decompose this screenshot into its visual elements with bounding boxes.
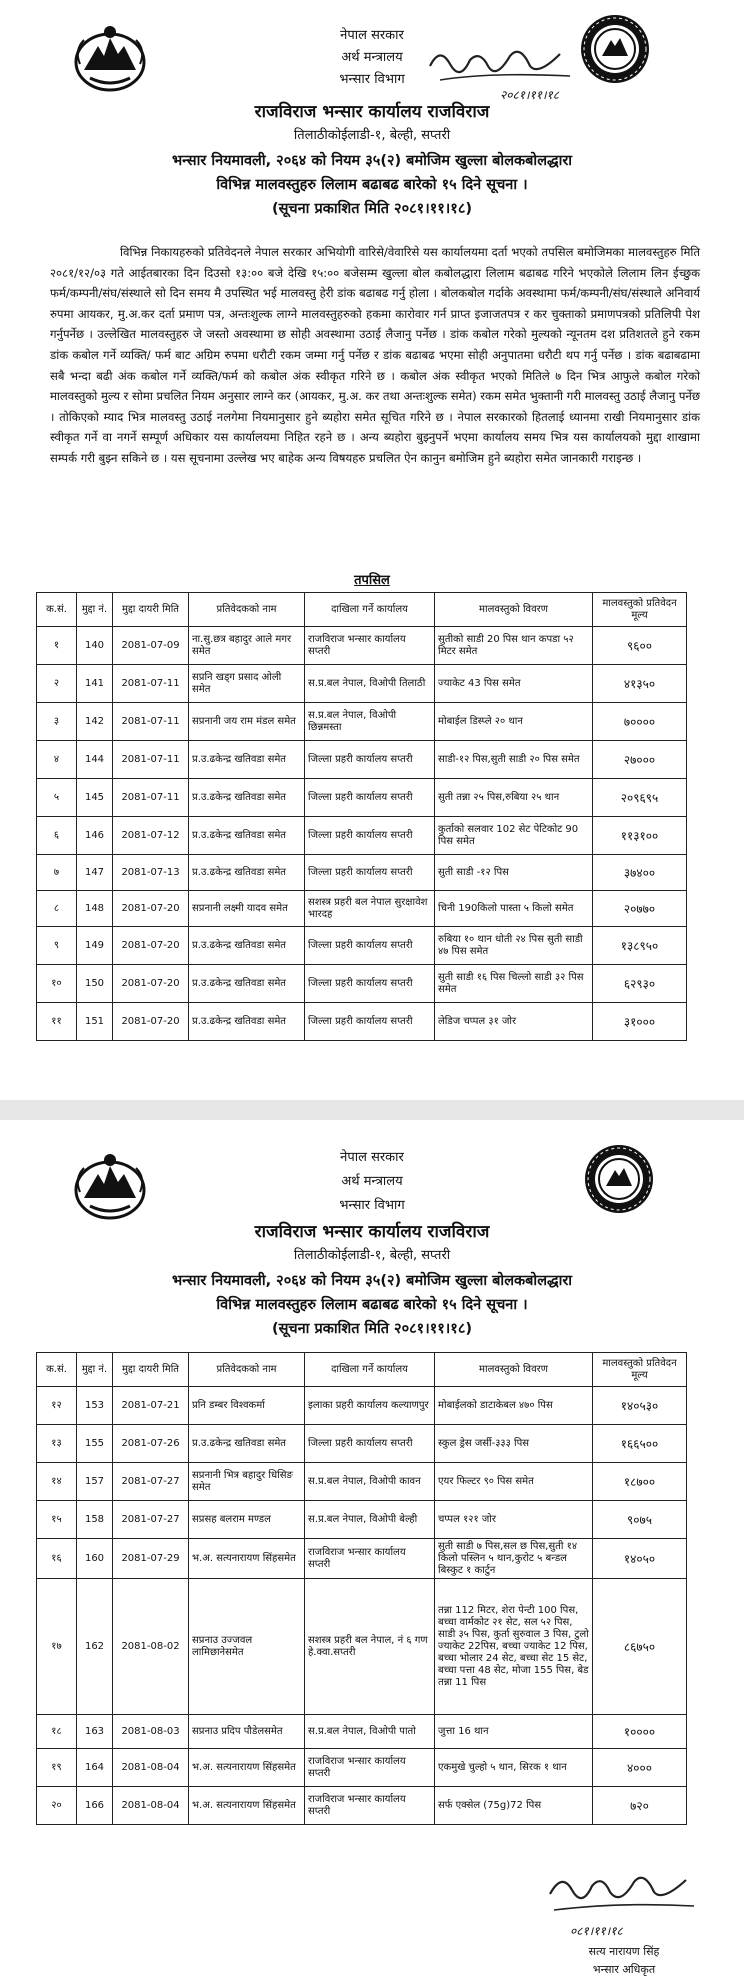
table-row xyxy=(37,1501,687,1539)
cell-serial: १८ xyxy=(37,1715,77,1749)
cell-serial: ६ xyxy=(37,817,77,855)
cell-reporter: प्र.उ.ढकेन्द्र खतिवडा समेत xyxy=(189,741,305,779)
cell-case-no: 149 xyxy=(77,927,113,965)
cell-serial: ५ xyxy=(37,779,77,817)
cell-reporter: सप्रनाउ प्रदिप पौडेलसमेत xyxy=(189,1715,305,1749)
cell-case-no: 160 xyxy=(77,1539,113,1579)
table-row xyxy=(37,1425,687,1463)
cell-office: जिल्ला प्रहरी कार्यालय सप्तरी xyxy=(305,817,435,855)
table-row xyxy=(37,1463,687,1501)
cell-serial: १७ xyxy=(37,1579,77,1715)
cell-filed-date: 2081-08-04 xyxy=(113,1749,189,1787)
ministry-heading: अर्थ मन्त्रालय xyxy=(341,1174,403,1189)
cell-serial: ४ xyxy=(37,741,77,779)
cell-filed-date: 2081-08-02 xyxy=(113,1579,189,1715)
cell-value: २०९६९५ xyxy=(593,779,687,817)
table-row xyxy=(37,927,687,965)
cell-serial: १२ xyxy=(37,1387,77,1425)
goods-table-1 xyxy=(36,592,687,1041)
cell-goods: ज्याकेट 43 पिस समेत xyxy=(435,665,593,703)
cell-case-no: 150 xyxy=(77,965,113,1003)
cell-value: १४०५० xyxy=(593,1539,687,1579)
cell-serial: १५ xyxy=(37,1501,77,1539)
cell-reporter: सप्रनानी लक्ष्मी यादव समेत xyxy=(189,891,305,927)
table-row xyxy=(37,817,687,855)
cell-office: राजविराज भन्सार कार्यालय सप्तरी xyxy=(305,1787,435,1825)
notice-published-date: (सूचना प्रकाशित मिति २०८१।११।१८) xyxy=(272,201,472,217)
cell-filed-date: 2081-08-04 xyxy=(113,1787,189,1825)
office-title: राजविराज भन्सार कार्यालय राजविराज xyxy=(254,1222,490,1242)
cell-filed-date: 2081-07-27 xyxy=(113,1501,189,1539)
notice-published-date: (सूचना प्रकाशित मिति २०८१।११।१८) xyxy=(272,1321,472,1337)
cell-case-no: 144 xyxy=(77,741,113,779)
notice-title-line1: भन्सार नियमावली, २०६४ को नियम ३५(२) बमोजिम खुल्ला बोलकबोलद्धारा xyxy=(171,1273,573,1289)
cell-office: जिल्ला प्रहरी कार्यालय सप्तरी xyxy=(305,1425,435,1463)
cell-goods: सुती साडी -१२ पिस xyxy=(435,855,593,891)
signature-date-2: ०८१।११।१८ xyxy=(570,1924,623,1938)
table-header-row xyxy=(37,1353,687,1387)
cell-goods: तन्ना 112 मिटर, शेरा पेन्टी 100 पिस, बच्चा वार्मकोट २१ सेट, सल ५२ पिस, साडी ३५ पिस, कुर्ता सुरुवाल 3 पिस, टुलो ज्याकेट 22पिस, बच्चा ज्याकेट 12 पिस, बच्चा भोलार 24 सेट, बच्चा सेट 15 सेट, बच्चा पत्ता 48 सेट, मोजा 155 पिस, बेड तन्ना 11 पिस xyxy=(435,1579,593,1715)
cell-office: जिल्ला प्रहरी कार्यालय सप्तरी xyxy=(305,927,435,965)
table-row xyxy=(37,1579,687,1715)
cell-goods: लेडिज चप्पल ३१ जोर xyxy=(435,1003,593,1041)
cell-value: २७००० xyxy=(593,741,687,779)
cell-filed-date: 2081-07-11 xyxy=(113,779,189,817)
col-header-office: दाखिला गर्ने कार्यालय xyxy=(305,1353,435,1387)
cell-goods: कुर्ताको सलवार 102 सेट पेटिकोट 90 पिस समेत xyxy=(435,817,593,855)
cell-case-no: 163 xyxy=(77,1715,113,1749)
cell-office: जिल्ला प्रहरी कार्यालय सप्तरी xyxy=(305,855,435,891)
cell-value: ११३१०० xyxy=(593,817,687,855)
cell-case-no: 148 xyxy=(77,891,113,927)
cell-case-no: 158 xyxy=(77,1501,113,1539)
cell-reporter: प्र.उ.ढकेन्द्र खतिवडा समेत xyxy=(189,855,305,891)
cell-value: ६२९३० xyxy=(593,965,687,1003)
table-row xyxy=(37,741,687,779)
cell-serial: १४ xyxy=(37,1463,77,1501)
cell-filed-date: 2081-07-27 xyxy=(113,1463,189,1501)
tapsil-heading: तपसिल xyxy=(354,573,390,588)
table-header-row xyxy=(37,593,687,627)
cell-goods: सुती तन्ना २५ पिस,रुबिया २५ थान xyxy=(435,779,593,817)
cell-case-no: 151 xyxy=(77,1003,113,1041)
cell-case-no: 140 xyxy=(77,627,113,665)
cell-goods: जुत्ता 16 थान xyxy=(435,1715,593,1749)
cell-goods: एयर फिल्टर ९० पिस समेत xyxy=(435,1463,593,1501)
cell-reporter: प्र.उ.ढकेन्द्र खतिवडा समेत xyxy=(189,965,305,1003)
cell-filed-date: 2081-07-11 xyxy=(113,665,189,703)
notice-title-line2: विभिन्न मालवस्तुहरु लिलाम बढाबढ बारेको १५ दिने सूचना । xyxy=(216,177,528,193)
cell-reporter: सप्रनानी भित्र बहादुर धिसिङ समेत xyxy=(189,1463,305,1501)
cell-value: १०००० xyxy=(593,1715,687,1749)
cell-case-no: 142 xyxy=(77,703,113,741)
cell-goods: सुतीको साडी 20 पिस थान कपडा ५२ मिटर समेत xyxy=(435,627,593,665)
cell-filed-date: 2081-07-20 xyxy=(113,1003,189,1041)
cell-value: १४०५३० xyxy=(593,1387,687,1425)
cell-case-no: 155 xyxy=(77,1425,113,1463)
cell-serial: १६ xyxy=(37,1539,77,1579)
cell-filed-date: 2081-07-09 xyxy=(113,627,189,665)
col-header-value: मालवस्तुको प्रतिवेदन मूल्य xyxy=(593,593,687,627)
table-row xyxy=(37,1787,687,1825)
cell-serial: ३ xyxy=(37,703,77,741)
cell-filed-date: 2081-07-20 xyxy=(113,965,189,1003)
cell-office: स.प्र.बल नेपाल, विओपी कावन xyxy=(305,1463,435,1501)
cell-value: १३८९५० xyxy=(593,927,687,965)
col-header-office: दाखिला गर्ने कार्यालय xyxy=(305,593,435,627)
cell-case-no: 153 xyxy=(77,1387,113,1425)
cell-value: २०७७० xyxy=(593,891,687,927)
cell-goods: चिनी 190किलो पास्ता ५ किलो समेत xyxy=(435,891,593,927)
department-heading: भन्सार विभाग xyxy=(339,1198,405,1213)
table-row xyxy=(37,703,687,741)
table-row xyxy=(37,1749,687,1787)
cell-case-no: 157 xyxy=(77,1463,113,1501)
cell-filed-date: 2081-07-26 xyxy=(113,1425,189,1463)
col-header-case-no: मुद्दा नं. xyxy=(77,593,113,627)
cell-filed-date: 2081-08-03 xyxy=(113,1715,189,1749)
cell-reporter: प्र.उ.ढकेन्द्र खतिवडा समेत xyxy=(189,817,305,855)
cell-filed-date: 2081-07-11 xyxy=(113,703,189,741)
gov-heading: नेपाल सरकार xyxy=(340,1150,404,1165)
cell-office: जिल्ला प्रहरी कार्यालय सप्तरी xyxy=(305,1003,435,1041)
cell-office: स.प्र.बल नेपाल, विओपी बेल्ही xyxy=(305,1501,435,1539)
col-header-goods: मालवस्तुको विवरण xyxy=(435,1353,593,1387)
cell-reporter: ना.सु.छत्र बहादुर आले मगर समेत xyxy=(189,627,305,665)
notice-title-line1: भन्सार नियमावली, २०६४ को नियम ३५(२) बमोजिम खुल्ला बोलकबोलद्धारा xyxy=(171,153,573,169)
cell-serial: १० xyxy=(37,965,77,1003)
cell-office: जिल्ला प्रहरी कार्यालय सप्तरी xyxy=(305,965,435,1003)
cell-serial: ८ xyxy=(37,891,77,927)
cell-case-no: 162 xyxy=(77,1579,113,1715)
col-header-filed-date: मुद्दा दायरी मिति xyxy=(113,1353,189,1387)
cell-office: स.प्र.बल नेपाल, विओपी तिलाठी xyxy=(305,665,435,703)
signature-mark-2 xyxy=(540,1860,700,1930)
cell-value: ७०००० xyxy=(593,703,687,741)
cell-reporter: भ.अ. सत्यनारायण सिंहसमेत xyxy=(189,1539,305,1579)
department-heading: भन्सार विभाग xyxy=(339,72,405,87)
cell-office: राजविराज भन्सार कार्यालय सप्तरी xyxy=(305,1539,435,1579)
col-header-serial: क.सं. xyxy=(37,593,77,627)
cell-office: सशस्त्र प्रहरी बल नेपाल, नं ६ गण हे.क्वा.सप्तरी xyxy=(305,1579,435,1715)
page-separator xyxy=(0,1100,744,1120)
cell-value: ३७४०० xyxy=(593,855,687,891)
cell-serial: २० xyxy=(37,1787,77,1825)
cell-filed-date: 2081-07-20 xyxy=(113,927,189,965)
notice-page-2 xyxy=(0,1120,744,1984)
cell-case-no: 146 xyxy=(77,817,113,855)
table-row xyxy=(37,627,687,665)
cell-office: स.प्र.बल नेपाल, विओपी पातो xyxy=(305,1715,435,1749)
cell-reporter: प्र.उ.ढकेन्द्र खतिवडा समेत xyxy=(189,1003,305,1041)
table-row xyxy=(37,1715,687,1749)
notice-body: विभिन्न निकायहरुको प्रतिवेदनले नेपाल सरकार अभियोगी वारिसे/वेवारिसे यस कार्यालयमा दर्ता भएको तपसिल बमोजिमका मालवस्तुहरु मिति २०८१/१२/०३ गते आईतबारका दिन दिउसो १३:०० बजे देखि १५:०० बजेसम्म खुल्ला बोल कबोलद्धारा लिलाम बढाबढ गरिने भएकोले लिलाम लिन ईच्छुक फर्म/कम्पनी/संघ/संस्थाले सो दिन समय मै उपस्थित भई मालवस्तु हेरी डांक बढाबढ गर्नु होला । बोलकबोल गर्दाके अवस्थामा फर्म/कम्पनी/संघ/संस्थाले अनिवार्य रुपमा आयकर, मु.अ.कर दर्ता प्रमाण पत्र, अन्तःशुल्क लाग्ने मालवस्तुहरुको हकमा कारोवार गर्न प्राप्त इजाजतपत्र र कर चुक्ताको प्रमाणपत्रको प्रतिलिपी पेश गर्नुपर्नेछ । उल्लेखित मालवस्तुहरु जे जस्तो अवस्थामा छ सोही अवस्थामा उठाई लैजानु पर्नेछ । डांक कबोल गरेको मुल्यको न्यूनतम दश प्रतिशतले हुने रकम डांक कबोल गर्ने व्यक्ति/ फर्म बाट अग्रिम रुपमा धरौटी रकम जम्मा गर्नु पर्नेछ र डांक बढाबढ भएमा सोही अनुपातमा धरौटी थप गर्नु पर्नेछ । डांक बढाबढामा सबै भन्दा बढी अंक कबोल गर्ने व्यक्ति/फर्म को कबोल अंक स्वीकृत गरिने छ । कबोल अंक स्वीकृत भएको मितिले ७ दिन भित्र आफुले कबोल गरेको मालवस्तुको मुल्य र सोमा प्रचलित नियम अनुसार लाग्ने कर (आयकर, मु.अ. कर तथा अन्तःशुल्क समेत) रकम समेत भुक्तानी गरी मालवस्तु उठाई लैजानु पर्नेछ । तोकिएको म्याद भित्र मालवस्तु उठाई नलगेमा नियमानुसार हुने ब्यहोरा समेत सूचित गरिने छ । नेपाल सरकारको हितलाई ध्यानमा राखी नियमानुसार डांक स्वीकृत गर्ने वा नगर्ने सम्पूर्ण अधिकार यस कार्यालयमा निहित रहने छ । अन्य ब्यहोरा बुझ्नुपर्ने भएमा कार्यालय समय भित्र यस कार्यालयको मुद्दा शाखामा सम्पर्क गरी बुझ्न सकिने छ । यस सूचनामा उल्लेख भए बाहेक अन्य विषयहरु प्रचलित ऐन कानुन बमोजिम हुने ब्यहोरा समेत जानकारी गराइन्छ । xyxy=(50,245,700,465)
cell-value: १६६५०० xyxy=(593,1425,687,1463)
col-header-filed-date: मुद्दा दायरी मिति xyxy=(113,593,189,627)
cell-filed-date: 2081-07-13 xyxy=(113,855,189,891)
cell-goods: रुबिया १० थान धोती २४ पिस सुती साडी ४७ पिस समेत xyxy=(435,927,593,965)
col-header-case-no: मुद्दा नं. xyxy=(77,1353,113,1387)
cell-reporter: सप्रनि खड्ग प्रसाद ओली समेत xyxy=(189,665,305,703)
table-row xyxy=(37,665,687,703)
cell-filed-date: 2081-07-12 xyxy=(113,817,189,855)
cell-office: राजविराज भन्सार कार्यालय सप्तरी xyxy=(305,1749,435,1787)
cell-value: १८७०० xyxy=(593,1463,687,1501)
cell-office: सशस्त्र प्रहरी बल नेपाल सुरक्षावेश भारदह xyxy=(305,891,435,927)
cell-value: ७२० xyxy=(593,1787,687,1825)
cell-goods: एकमुखे चुल्हो ५ थान, सिरक १ थान xyxy=(435,1749,593,1787)
cell-reporter: भ.अ. सत्यनारायण सिंहसमेत xyxy=(189,1787,305,1825)
table-row xyxy=(37,1003,687,1041)
col-header-value: मालवस्तुको प्रतिवेदन मूल्य xyxy=(593,1353,687,1387)
office-title: राजविराज भन्सार कार्यालय राजविराज xyxy=(254,102,490,122)
cell-serial: ७ xyxy=(37,855,77,891)
cell-goods: साडी-१२ पिस,सुती साडी २० पिस समेत xyxy=(435,741,593,779)
cell-office: इलाका प्रहरी कार्यालय कल्याणपुर xyxy=(305,1387,435,1425)
cell-reporter: प्रनि डम्बर विश्वकर्मा xyxy=(189,1387,305,1425)
cell-filed-date: 2081-07-29 xyxy=(113,1539,189,1579)
cell-reporter: सप्रसह बलराम मण्डल xyxy=(189,1501,305,1539)
cell-office: जिल्ला प्रहरी कार्यालय सप्तरी xyxy=(305,779,435,817)
notice-title-line2: विभिन्न मालवस्तुहरु लिलाम बढाबढ बारेको १५ दिने सूचना । xyxy=(216,1297,528,1313)
cell-serial: ११ xyxy=(37,1003,77,1041)
cell-case-no: 141 xyxy=(77,665,113,703)
table-row xyxy=(37,891,687,927)
office-address: तिलाठीकोईलाडी-१, बेल्ही, सप्तरी xyxy=(293,1248,451,1263)
table-row xyxy=(37,965,687,1003)
table-row xyxy=(37,779,687,817)
cell-serial: ९ xyxy=(37,927,77,965)
col-header-reporter: प्रतिवेदकको नाम xyxy=(189,1353,305,1387)
cell-office: जिल्ला प्रहरी कार्यालय सप्तरी xyxy=(305,741,435,779)
cell-serial: २ xyxy=(37,665,77,703)
cell-value: ३१००० xyxy=(593,1003,687,1041)
cell-office: राजविराज भन्सार कार्यालय सप्तरी xyxy=(305,627,435,665)
cell-value: ४१३५० xyxy=(593,665,687,703)
cell-goods: सर्फ एक्सेल (75g)72 पिस xyxy=(435,1787,593,1825)
cell-reporter: प्र.उ.ढकेन्द्र खतिवडा समेत xyxy=(189,1425,305,1463)
cell-goods: सुती साडी ७ पिस,सल छ पिस,सुती १४ किलो पस्लिन ५ थान,कुरोट ५ बन्डल बिस्कुट १ कार्टुन xyxy=(435,1539,593,1579)
col-header-reporter: प्रतिवेदकको नाम xyxy=(189,593,305,627)
signer-title: भन्सार अधिकृत xyxy=(592,1963,656,1976)
cell-goods: स्कुल ड्रेस जर्सी-३३३ पिस xyxy=(435,1425,593,1463)
signature-date-1: २०८१।११।१८ xyxy=(500,88,560,102)
cell-goods: चप्पल १२१ जोर xyxy=(435,1501,593,1539)
cell-goods: सुती साडी १६ पिस चिल्लो साडी ३२ पिस समेत xyxy=(435,965,593,1003)
cell-case-no: 145 xyxy=(77,779,113,817)
goods-table-2 xyxy=(36,1352,687,1825)
col-header-serial: क.सं. xyxy=(37,1353,77,1387)
cell-case-no: 147 xyxy=(77,855,113,891)
cell-goods: मोबाईल डिस्प्ले २० थान xyxy=(435,703,593,741)
cell-value: ९६०० xyxy=(593,627,687,665)
cell-value: ४००० xyxy=(593,1749,687,1787)
cell-serial: १ xyxy=(37,627,77,665)
cell-reporter: सप्रनाउ उज्जवल लामिछानेसमेत xyxy=(189,1579,305,1715)
cell-value: ९०७५ xyxy=(593,1501,687,1539)
cell-filed-date: 2081-07-20 xyxy=(113,891,189,927)
cell-case-no: 166 xyxy=(77,1787,113,1825)
cell-case-no: 164 xyxy=(77,1749,113,1787)
cell-reporter: सप्रनानी जय राम मंडल समेत xyxy=(189,703,305,741)
cell-filed-date: 2081-07-11 xyxy=(113,741,189,779)
cell-filed-date: 2081-07-21 xyxy=(113,1387,189,1425)
cell-reporter: प्र.उ.ढकेन्द्र खतिवडा समेत xyxy=(189,927,305,965)
col-header-goods: मालवस्तुको विवरण xyxy=(435,593,593,627)
cell-serial: १३ xyxy=(37,1425,77,1463)
table-row xyxy=(37,1539,687,1579)
cell-value: ८६७५० xyxy=(593,1579,687,1715)
table-row xyxy=(37,1387,687,1425)
cell-office: स.प्र.बल नेपाल, विओपी छिन्नमस्ता xyxy=(305,703,435,741)
signer-name: सत्य नारायण सिंह xyxy=(588,1945,660,1958)
gov-heading: नेपाल सरकार xyxy=(340,28,404,43)
ministry-heading: अर्थ मन्त्रालय xyxy=(341,50,403,65)
cell-serial: १९ xyxy=(37,1749,77,1787)
cell-goods: मोबाईलको डाटाकेबल ४७० पिस xyxy=(435,1387,593,1425)
office-address: तिलाठीकोईलाडी-१, बेल्ही, सप्तरी xyxy=(293,128,451,143)
cell-reporter: भ.अ. सत्यनारायण सिंहसमेत xyxy=(189,1749,305,1787)
table-row xyxy=(37,855,687,891)
cell-reporter: प्र.उ.ढकेन्द्र खतिवडा समेत xyxy=(189,779,305,817)
